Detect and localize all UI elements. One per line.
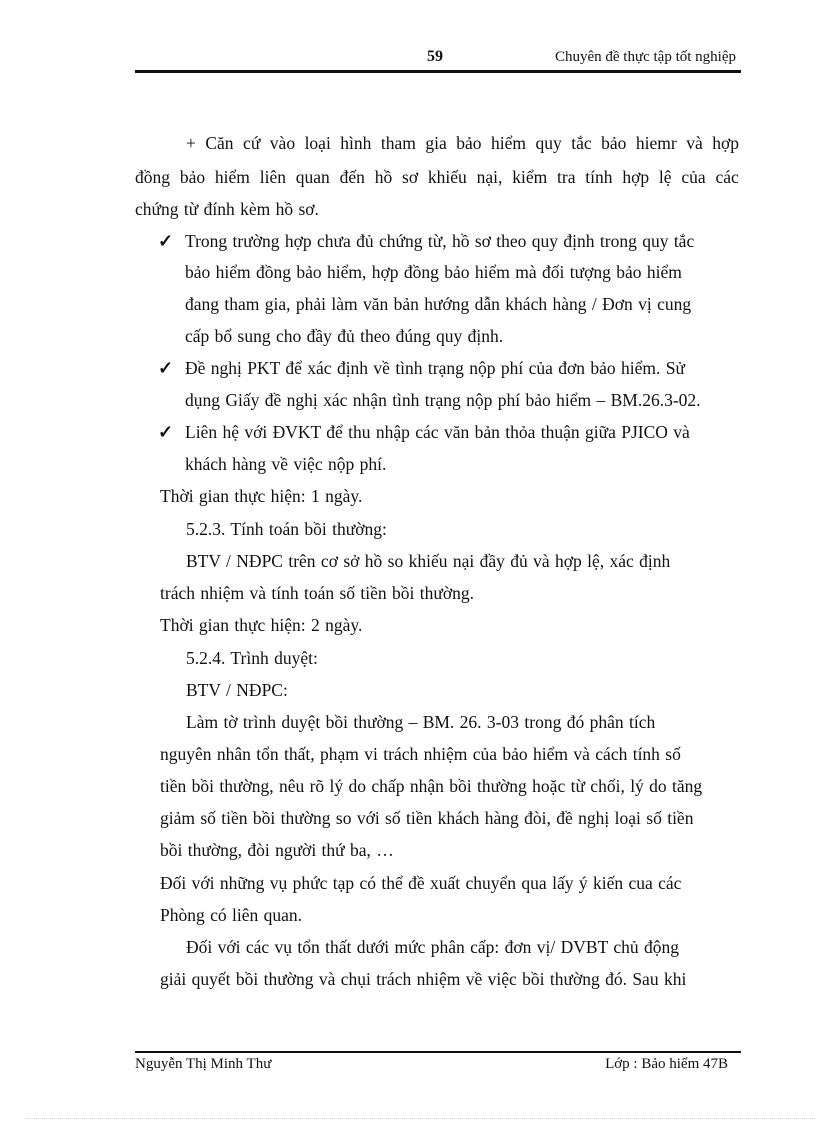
bullet-line: Đề nghị PKT để xác định về tình trạng nộp phí của đơn bảo hiểm. Sử xyxy=(185,358,686,378)
header-divider xyxy=(135,70,741,73)
section-heading: 5.2.3. Tính toán bồi thường: xyxy=(186,519,387,539)
time-note: Thời gian thực hiện: 2 ngày. xyxy=(160,615,363,635)
page-header xyxy=(135,48,740,70)
paragraph-line: Làm tờ trình duyệt bồi thường – BM. 26. 3-03 trong đó phân tích xyxy=(186,712,656,732)
bullet-line: Liên hệ với ĐVKT để thu nhập các văn bản thỏa thuận giữa PJICO và xyxy=(185,422,690,442)
footer-divider xyxy=(135,1051,741,1053)
paragraph-line: BTV / NĐPC trên cơ sở hồ so khiếu nại đầy đủ và hợp lệ, xác định xyxy=(186,551,671,571)
footer-class: Lớp : Bảo hiểm 47B xyxy=(605,1056,728,1072)
checkmark-icon: ✓ xyxy=(158,422,174,442)
page-bottom-border xyxy=(25,1118,815,1119)
bullet-line: Trong trường hợp chưa đủ chứng từ, hồ sơ theo quy định trong quy tắc xyxy=(185,231,695,251)
paragraph-line: tiền bồi thường, nêu rõ lý do chấp nhận bồi thường hoặc từ chối, lý do tăng xyxy=(160,776,703,796)
paragraph-line: + Căn cứ vào loại hình tham gia bảo hiểm quy tắc bảo hiemr và hợp xyxy=(186,133,739,153)
paragraph-line: bồi thường, đòi người thứ ba, … xyxy=(160,840,394,860)
bullet-line: bảo hiểm đồng bảo hiểm, hợp đồng bảo hiểm mà đối tượng bảo hiểm xyxy=(185,262,682,282)
checkmark-icon: ✓ xyxy=(158,231,174,251)
paragraph-line: Đối với những vụ phức tạp có thể đề xuất chuyển qua lấy ý kiến cua các xyxy=(160,873,682,893)
paragraph-line: giảm số tiền bồi thường so với số tiền khách hàng đòi, đề nghị loại số tiền xyxy=(160,808,694,828)
bullet-line: dụng Giấy đề nghị xác nhận tình trạng nộp phí bảo hiểm – BM.26.3-02. xyxy=(185,390,701,410)
paragraph-line: Đối với các vụ tổn thất dưới mức phân cấp: đơn vị/ DVBT chủ động xyxy=(186,937,679,957)
page-number: 59 xyxy=(427,48,443,65)
bullet-line: khách hàng về việc nộp phí. xyxy=(185,454,387,474)
time-note: Thời gian thực hiện: 1 ngày. xyxy=(160,486,363,506)
section-subheading: BTV / NĐPC: xyxy=(186,680,288,700)
paragraph-line: đồng bảo hiểm liên quan đến hồ sơ khiếu nại, kiểm tra tính hợp lệ của các xyxy=(135,167,739,187)
header-title: Chuyên đề thực tập tốt nghiệp xyxy=(554,49,736,65)
checkmark-icon: ✓ xyxy=(158,358,174,378)
paragraph-line: chứng từ đính kèm hồ sơ. xyxy=(135,199,319,219)
bullet-line: cấp bổ sung cho đầy đủ theo đúng quy định. xyxy=(185,326,504,346)
bullet-line: đang tham gia, phải làm văn bản hướng dẫn khách hàng / Đơn vị cung xyxy=(185,294,692,314)
footer-author: Nguyễn Thị Minh Thư xyxy=(135,1056,272,1072)
paragraph-line: Phòng có liên quan. xyxy=(160,905,303,925)
paragraph-line: giải quyết bồi thường và chụi trách nhiệm về việc bồi thường đó. Sau khi xyxy=(160,969,687,989)
section-heading: 5.2.4. Trình duyệt: xyxy=(186,648,318,668)
paragraph-line: nguyên nhân tổn thất, phạm vi trách nhiệm của bảo hiểm và cách tính số xyxy=(160,744,681,764)
paragraph-line: trách nhiệm và tính toán số tiền bồi thường. xyxy=(160,583,474,603)
